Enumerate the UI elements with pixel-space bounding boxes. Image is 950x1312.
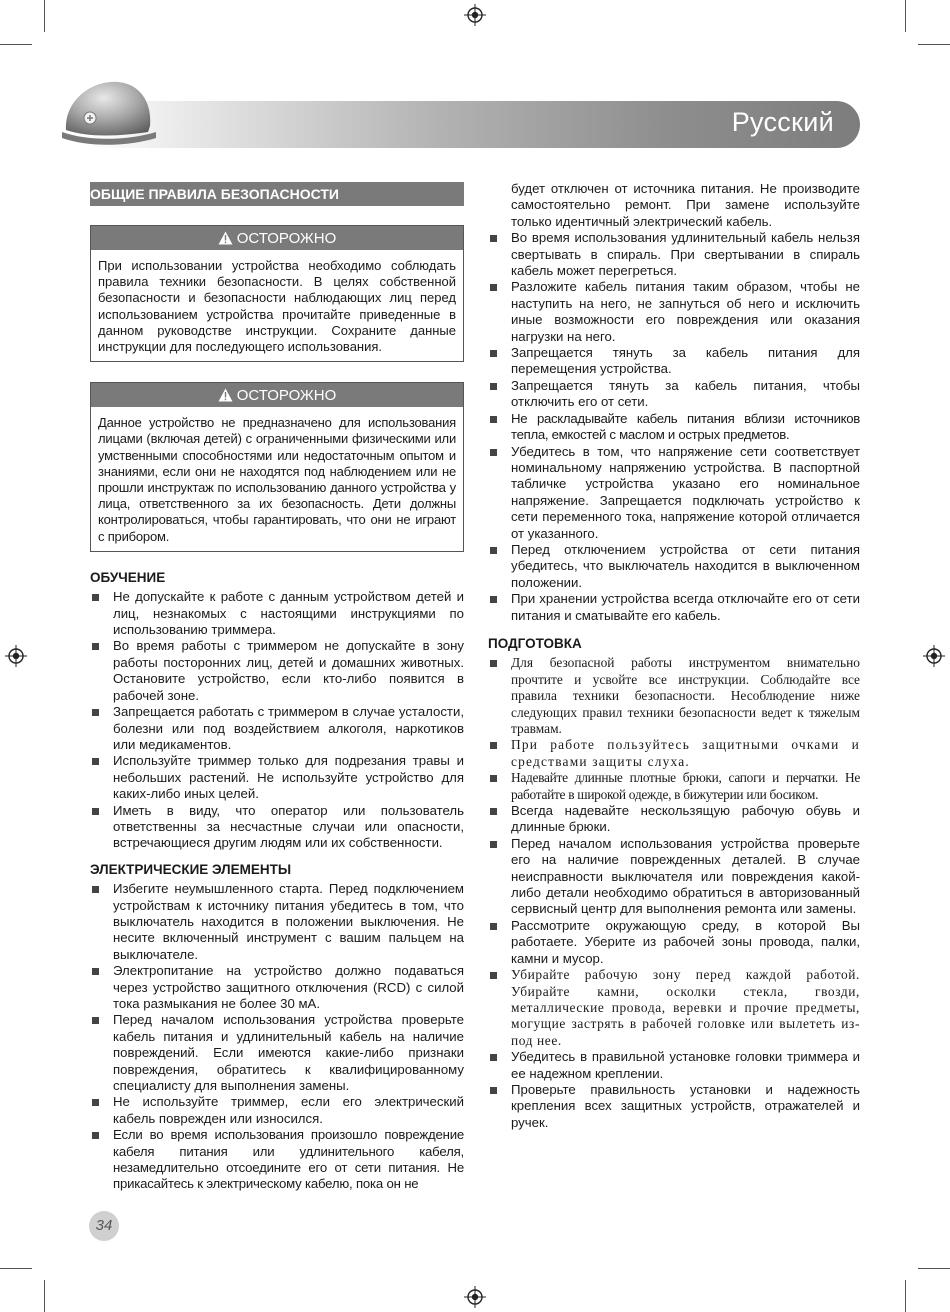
registration-mark-icon: [464, 1286, 486, 1308]
list-item: Убедитесь в том, что напряжение сети соответствует номинальному напряжению устройства. В паспортной табличке устройства указано его номинальное напряжение. Запрещается подключать устройство к сети переменного тока, напряжение которой отличается от указанного.: [488, 444, 860, 542]
bullet-square-icon: [490, 235, 497, 242]
electrical-list: [90, 881, 464, 1193]
list-item: Всегда надевайте нескользящую рабочую обувь и длинные брюки.: [488, 803, 860, 836]
crop-mark: [44, 0, 45, 32]
bullet-square-icon: [490, 350, 497, 357]
section-heading-training: ОБУЧЕНИЕ: [90, 569, 166, 585]
bullet-square-icon: [92, 594, 99, 601]
bullet-square-icon: [92, 968, 99, 975]
bullet-square-icon: [490, 808, 497, 815]
list-item: При работе пользуйтесь защитными очками и средствами защиты слуха.: [488, 737, 860, 770]
bullet-square-icon: [490, 1054, 497, 1061]
crop-mark: [44, 1280, 45, 1312]
registration-mark-icon: [464, 4, 486, 26]
bullet-square-icon: [490, 1087, 497, 1094]
crop-mark: [918, 1268, 950, 1269]
list-item: Не раскладывайте кабель питания вблизи источников тепла, емкостей с маслом и острых предметов.: [488, 411, 860, 444]
registration-mark-icon: [923, 645, 945, 667]
list-item: Во время использования удлинительный кабель нельзя свертывать в спираль. При свертывании в спираль кабель может перегреться.: [488, 230, 860, 279]
bullet-square-icon: [92, 886, 99, 893]
bullet-square-icon: [490, 547, 497, 554]
warning-triangle-icon: [218, 231, 233, 245]
electrical-list-continued: [488, 230, 860, 624]
continued-text: будет отключен от источника питания. Не производите самостоятельно ремонт. При замене используйте только идентичный электрический кабель.: [511, 181, 860, 229]
bullet-square-icon: [92, 808, 99, 815]
warning-text: При использовании устройства необходимо соблюдать правила техники безопасности. В целях собственной безопасности и безопасности наблюдающих лиц перед использованием устройства прочитайте приведенные в данном руководстве инструкции. Сохраните данные инструкции для последующего использования.: [98, 258, 456, 355]
list-item: Запрещается тянуть за кабель питания для перемещения устройства.: [488, 345, 860, 378]
crop-mark: [905, 0, 906, 32]
list-item: Рассмотрите окружающую среду, в которой Вы работаете. Уберите из рабочей зоны провода, палки, камни и мусор.: [488, 918, 860, 967]
page-number: 34: [89, 1211, 119, 1241]
warning-header: [91, 383, 463, 407]
crop-mark: [0, 44, 32, 45]
list-item: Перед началом использования устройства проверьте его на наличие поврежденных деталей. В случае неисправности выключателя или повреждения какой-либо детали необходимо обратиться в авторизованный сервисный центр для выполнения ремонта или замены.: [488, 836, 860, 918]
warning-header: [91, 226, 463, 250]
list-item: Если во время использования произошло повреждение кабеля питания или удлинительного кабеля, незамедлительно отсоедините его от сети питания. Не прикасайтесь к электрическому кабелю, пока он не: [90, 1127, 464, 1193]
bullet-square-icon: [490, 775, 497, 782]
list-item: При хранении устройства всегда отключайте его от сети питания и сматывайте его кабель.: [488, 591, 860, 624]
bullet-square-icon: [490, 449, 497, 456]
list-item: Используйте триммер только для подрезания травы и небольших растений. Не используйте устройство для каких-либо иных целей.: [90, 753, 464, 802]
list-item: Не допускайте к работе с данным устройством детей и лиц, незнакомых с настоящими инструкциями по использованию триммера.: [90, 589, 464, 638]
warning-box: [90, 382, 464, 552]
list-item: Надевайте длинные плотные брюки, сапоги и перчатки. Не работайте в широкой одежде, в бижутерии или босиком.: [488, 770, 860, 803]
warning-title: ОСТОРОЖНО: [236, 387, 337, 405]
warning-box: [90, 225, 464, 362]
training-list: [90, 589, 464, 852]
bullet-square-icon: [92, 758, 99, 765]
language-title: Русский: [731, 107, 834, 137]
bullet-square-icon: [490, 596, 497, 603]
bullet-square-icon: [490, 923, 497, 930]
list-item: Запрещается работать с триммером в случае усталости, болезни или под воздействием алкоголя, наркотиков или медикаментов.: [90, 704, 464, 753]
list-item: Разложите кабель питания таким образом, чтобы не наступить на него, не запнуться об него и исключить иные возможности его повреждения или оказания нагрузки на него.: [488, 279, 860, 345]
section-heading-electrical: ЭЛЕКТРИЧЕСКИЕ ЭЛЕМЕНТЫ: [90, 861, 292, 877]
bullet-square-icon: [92, 709, 99, 716]
bullet-square-icon: [490, 742, 497, 749]
section-title-general-safety: ОБЩИЕ ПРАВИЛА БЕЗОПАСНОСТИ: [90, 182, 464, 206]
bullet-square-icon: [92, 1099, 99, 1106]
bullet-square-icon: [92, 1017, 99, 1024]
bullet-square-icon: [490, 660, 497, 667]
crop-mark: [918, 44, 950, 45]
bullet-square-icon: [490, 841, 497, 848]
list-item: Перед отключением устройства от сети питания убедитесь, что выключатель находится в выключенном положении.: [488, 542, 860, 591]
list-item: Запрещается тянуть за кабель питания, чтобы отключить его от сети.: [488, 378, 860, 411]
registration-mark-icon: [5, 645, 27, 667]
safety-helmet-icon: [60, 72, 158, 152]
bullet-square-icon: [490, 284, 497, 291]
warning-title: ОСТОРОЖНО: [236, 230, 337, 247]
list-item: Во время работы с триммером не допускайте в зону работы посторонних лиц, детей и домашних животных. Остановите устройство, если кто-либо появится в рабочей зоне.: [90, 638, 464, 704]
bullet-square-icon: [92, 643, 99, 650]
bullet-square-icon: [490, 383, 497, 390]
list-item: Электропитание на устройство должно подаваться через устройство защитного отключения (RCD) с силой тока размыкания не более 30 мА.: [90, 963, 464, 1012]
bullet-square-icon: [490, 416, 497, 423]
right-column: [488, 181, 860, 1131]
list-item: Не используйте триммер, если его электрический кабель поврежден или износился.: [90, 1094, 464, 1127]
preparation-list: [488, 655, 860, 1131]
bullet-square-icon: [92, 1132, 99, 1139]
list-item: Убирайте рабочую зону перед каждой работой. Убирайте камни, осколки стекла, гвозди, металлические провода, веревки и прочие предметы, могущие застрять в рабочей головке или вылететь из-под нее.: [488, 967, 860, 1049]
section-heading-preparation: ПОДГОТОВКА: [488, 635, 582, 651]
list-item: Убедитесь в правильной установке головки триммера и ее надежном креплении.: [488, 1049, 860, 1082]
warning-triangle-icon: [218, 388, 233, 402]
list-item: Перед началом использования устройства проверьте кабель питания и удлинительный кабель на наличие повреждений. Если имеются какие-либо признаки повреждения, обратитесь к квалифицированному специалисту для выполнения замены.: [90, 1012, 464, 1094]
list-item: Проверьте правильность установки и надежность крепления всех защитных устройств, отражателей и ручек.: [488, 1082, 860, 1131]
list-item: Для безопасной работы инструментом внимательно прочтите и усвойте все инструкции. Соблюдайте все правила техники безопасности. Несоблюдение ниже следующих правил техники безопасности ведет к тяжелым травмам.: [488, 655, 860, 737]
list-item: Иметь в виду, что оператор или пользователь ответственны за несчастные случаи или опасности, встречающиеся другим людям или их собственности.: [90, 803, 464, 852]
language-banner: [88, 101, 860, 148]
left-column: [90, 182, 464, 1193]
list-item: Избегите неумышленного старта. Перед подключением устройствам к источнику питания убедитесь в том, что выключатель находится в положении выключения. Не несите включенный инструмент с вашим пальцем на выключателе.: [90, 881, 464, 963]
bullet-square-icon: [490, 972, 497, 979]
crop-mark: [0, 1268, 32, 1269]
crop-mark: [905, 1280, 906, 1312]
warning-text: Данное устройство не предназначено для использования лицами (включая детей) с ограниченными физическими или умственными способностями или недостаточным опытом и знаниями, если они не находятся под наблюдением или не прошли инструктаж по использованию данного устройства у лица, ответственного за их безопасность. Дети должны контролироваться, чтобы гарантировать, что они не играют с прибором.: [98, 415, 456, 544]
